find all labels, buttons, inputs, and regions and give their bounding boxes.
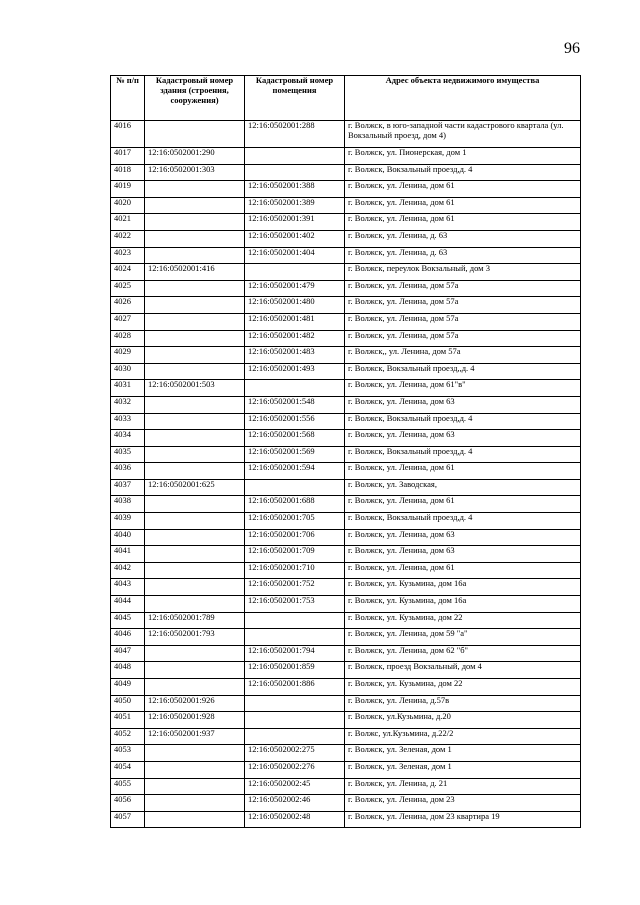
cell-building-number (145, 297, 245, 314)
cell-premises-number (245, 380, 345, 397)
cell-address: г. Волжск, Вокзальный проезд,д. 4 (345, 413, 581, 430)
cell-address: г. Волжск, ул. Ленина, д. 63 (345, 247, 581, 264)
cell-index: 4023 (111, 247, 145, 264)
cell-index: 4037 (111, 479, 145, 496)
table-row (111, 562, 581, 579)
cell-address: г. Волжск, ул. Ленина, дом 61 (345, 197, 581, 214)
cell-address: г. Волжск, ул. Ленина, дом 23 (345, 795, 581, 812)
cell-index: 4048 (111, 662, 145, 679)
cell-index: 4019 (111, 181, 145, 198)
cell-index: 4027 (111, 313, 145, 330)
table-row (111, 712, 581, 729)
cell-index: 4021 (111, 214, 145, 231)
cell-index: 4028 (111, 330, 145, 347)
header-building-number: Кадастровый номер здания (строения, сооружения) (145, 76, 245, 121)
cell-address: г. Волжск, ул. Ленина, дом 61 (345, 181, 581, 198)
cell-premises-number: 12:16:0502001:569 (245, 446, 345, 463)
table-row (111, 297, 581, 314)
table-row (111, 313, 581, 330)
cell-building-number (145, 679, 245, 696)
table-row (111, 330, 581, 347)
cell-address: г. Волжск, ул. Ленина, дом 57а (345, 297, 581, 314)
table-row (111, 695, 581, 712)
cell-premises-number (245, 148, 345, 165)
cell-building-number (145, 761, 245, 778)
table-row (111, 230, 581, 247)
cell-building-number (145, 645, 245, 662)
page-number: 96 (564, 40, 580, 57)
cell-building-number (145, 562, 245, 579)
cell-premises-number: 12:16:0502001:705 (245, 513, 345, 530)
cell-building-number: 12:16:0502001:290 (145, 148, 245, 165)
table-row (111, 546, 581, 563)
cell-building-number (145, 546, 245, 563)
cell-index: 4039 (111, 513, 145, 530)
cell-address: г. Волжск, ул.Кузьмина, д.20 (345, 712, 581, 729)
cell-building-number (145, 778, 245, 795)
cell-premises-number (245, 629, 345, 646)
cell-address: г. Волжск, ул. Заводская, (345, 479, 581, 496)
cell-index: 4024 (111, 264, 145, 281)
cell-building-number: 12:16:0502001:937 (145, 728, 245, 745)
cell-building-number: 12:16:0502001:303 (145, 164, 245, 181)
cell-premises-number: 12:16:0502001:688 (245, 496, 345, 513)
table-row (111, 446, 581, 463)
cell-premises-number: 12:16:0502001:710 (245, 562, 345, 579)
cell-premises-number: 12:16:0502001:709 (245, 546, 345, 563)
cell-index: 4052 (111, 728, 145, 745)
cell-address: г. Волжск, ул. Ленина, дом 57а (345, 280, 581, 297)
cell-address: г. Волжск, проезд Вокзальный, дом 4 (345, 662, 581, 679)
cell-address: г. Волжск, ул. Ленина, дом 63 (345, 546, 581, 563)
cell-premises-number: 12:16:0502001:404 (245, 247, 345, 264)
cell-building-number (145, 596, 245, 613)
cell-address: г. Волжск, ул. Ленина, дом 61 (345, 214, 581, 231)
cell-premises-number: 12:16:0502001:389 (245, 197, 345, 214)
cell-address: г. Волжск, Вокзальный проезд,д. 4 (345, 164, 581, 181)
cell-premises-number: 12:16:0502002:275 (245, 745, 345, 762)
table-row (111, 264, 581, 281)
cell-address: г. Волжск, ул. Ленина, д.57в (345, 695, 581, 712)
table-row (111, 413, 581, 430)
table-row (111, 811, 581, 828)
cell-premises-number: 12:16:0502001:288 (245, 121, 345, 148)
cell-building-number (145, 181, 245, 198)
cell-address: г. Волжск, ул. Ленина, дом 61 (345, 496, 581, 513)
cell-address: г. Волжск, переулок Вокзальный, дом 3 (345, 264, 581, 281)
cell-address: г. Волжск, ул. Ленина, д. 63 (345, 230, 581, 247)
cell-building-number: 12:16:0502001:793 (145, 629, 245, 646)
cell-index: 4049 (111, 679, 145, 696)
table-header-row (111, 76, 581, 121)
header-index: № п/п (111, 76, 145, 121)
cell-building-number (145, 330, 245, 347)
table-row (111, 430, 581, 447)
table-row (111, 148, 581, 165)
table-row (111, 513, 581, 530)
cell-building-number (145, 745, 245, 762)
cell-index: 4029 (111, 347, 145, 364)
cell-address: г. Волжск, ул. Ленина, дом 63 (345, 430, 581, 447)
table-row (111, 612, 581, 629)
cell-building-number (145, 121, 245, 148)
cell-index: 4042 (111, 562, 145, 579)
table-row (111, 164, 581, 181)
cell-building-number (145, 446, 245, 463)
cell-premises-number (245, 728, 345, 745)
cell-premises-number: 12:16:0502001:402 (245, 230, 345, 247)
cell-premises-number: 12:16:0502001:568 (245, 430, 345, 447)
cell-premises-number: 12:16:0502002:45 (245, 778, 345, 795)
cell-building-number (145, 413, 245, 430)
cell-address: г. Волжск,, ул. Ленина, дом 57а (345, 347, 581, 364)
cell-address: г. Волжск, ул. Кузьмина, дом 22 (345, 679, 581, 696)
cell-building-number: 12:16:0502001:416 (145, 264, 245, 281)
table-row (111, 380, 581, 397)
cell-premises-number: 12:16:0502001:479 (245, 280, 345, 297)
cell-address: г. Волжс, ул.Кузьмина, д.22/2 (345, 728, 581, 745)
cell-premises-number: 12:16:0502001:753 (245, 596, 345, 613)
cell-address: г. Волжск, ул. Ленина, дом 61 (345, 562, 581, 579)
cell-index: 4041 (111, 546, 145, 563)
cell-premises-number: 12:16:0502001:481 (245, 313, 345, 330)
cell-building-number (145, 230, 245, 247)
cell-address: г. Волжск, ул. Ленина, дом 61 (345, 463, 581, 480)
cell-premises-number: 12:16:0502002:46 (245, 795, 345, 812)
table-row (111, 181, 581, 198)
table-row (111, 280, 581, 297)
cell-address: г. Волжск, ул. Ленина, дом 62 "б" (345, 645, 581, 662)
table-row (111, 761, 581, 778)
cell-address: г. Волжск, ул. Кузьмина, дом 16а (345, 579, 581, 596)
cell-index: 4047 (111, 645, 145, 662)
cell-premises-number: 12:16:0502001:794 (245, 645, 345, 662)
cell-address: г. Волжск, ул. Пионерская, дом 1 (345, 148, 581, 165)
table-row (111, 795, 581, 812)
cell-premises-number (245, 612, 345, 629)
cell-index: 4036 (111, 463, 145, 480)
cell-premises-number: 12:16:0502001:493 (245, 363, 345, 380)
cell-address: г. Волжск, ул. Ленина, дом 57а (345, 313, 581, 330)
cell-address: г. Волжск, ул. Ленина, дом 57а (345, 330, 581, 347)
table-row (111, 197, 581, 214)
cell-index: 4054 (111, 761, 145, 778)
cell-address: г. Волжск, в юго-западной части кадастрового квартала (ул. Вокзальный проезд, дом 4) (345, 121, 581, 148)
table-row (111, 679, 581, 696)
cell-index: 4025 (111, 280, 145, 297)
cell-index: 4017 (111, 148, 145, 165)
cell-address: г. Волжск, ул. Ленина, дом 23 квартира 19 (345, 811, 581, 828)
cell-index: 4033 (111, 413, 145, 430)
cell-premises-number (245, 479, 345, 496)
cell-address: г. Волжск, ул. Зеленая, дом 1 (345, 745, 581, 762)
cell-address: г. Волжск, ул. Ленина, дом 63 (345, 529, 581, 546)
cell-building-number (145, 496, 245, 513)
cell-building-number: 12:16:0502001:625 (145, 479, 245, 496)
cell-index: 4035 (111, 446, 145, 463)
table-row (111, 479, 581, 496)
table-row (111, 596, 581, 613)
table-row (111, 529, 581, 546)
cell-index: 4020 (111, 197, 145, 214)
cell-index: 4018 (111, 164, 145, 181)
cell-premises-number (245, 712, 345, 729)
cell-address: г. Волжск, ул. Зеленая, дом 1 (345, 761, 581, 778)
cell-building-number: 12:16:0502001:503 (145, 380, 245, 397)
cell-index: 4040 (111, 529, 145, 546)
cell-index: 4056 (111, 795, 145, 812)
cell-address: г. Волжск, ул. Кузьмина, дом 16а (345, 596, 581, 613)
table-row (111, 662, 581, 679)
table-row (111, 579, 581, 596)
cell-building-number (145, 513, 245, 530)
cell-premises-number: 12:16:0502001:859 (245, 662, 345, 679)
cell-premises-number: 12:16:0502001:752 (245, 579, 345, 596)
cell-building-number (145, 347, 245, 364)
cell-building-number (145, 529, 245, 546)
header-premises-number: Кадастровый номер помещения (245, 76, 345, 121)
cell-premises-number: 12:16:0502001:548 (245, 396, 345, 413)
cell-building-number (145, 247, 245, 264)
cell-index: 4057 (111, 811, 145, 828)
cell-building-number: 12:16:0502001:789 (145, 612, 245, 629)
cell-premises-number: 12:16:0502001:388 (245, 181, 345, 198)
cell-premises-number: 12:16:0502002:276 (245, 761, 345, 778)
cell-building-number (145, 280, 245, 297)
cell-premises-number: 12:16:0502001:594 (245, 463, 345, 480)
table-row (111, 214, 581, 231)
table-row (111, 363, 581, 380)
table-row (111, 645, 581, 662)
cell-building-number (145, 662, 245, 679)
cell-address: г. Волжск, Вокзальный проезд,,д. 4 (345, 363, 581, 380)
cell-building-number (145, 795, 245, 812)
cell-building-number (145, 430, 245, 447)
cell-index: 4031 (111, 380, 145, 397)
cell-index: 4030 (111, 363, 145, 380)
table-row (111, 347, 581, 364)
cell-address: г. Волжск, Вокзальный проезд,д. 4 (345, 446, 581, 463)
cell-building-number (145, 313, 245, 330)
table-row (111, 247, 581, 264)
cell-index: 4026 (111, 297, 145, 314)
cell-premises-number: 12:16:0502001:480 (245, 297, 345, 314)
cell-index: 4016 (111, 121, 145, 148)
cell-index: 4044 (111, 596, 145, 613)
cell-building-number (145, 811, 245, 828)
cell-building-number (145, 214, 245, 231)
cell-address: г. Волжск, ул. Кузьмина, дом 22 (345, 612, 581, 629)
cell-building-number (145, 363, 245, 380)
cell-building-number (145, 396, 245, 413)
cell-index: 4032 (111, 396, 145, 413)
cell-building-number (145, 579, 245, 596)
cell-index: 4038 (111, 496, 145, 513)
cell-building-number: 12:16:0502001:928 (145, 712, 245, 729)
table-row (111, 778, 581, 795)
table-row (111, 629, 581, 646)
table-row (111, 496, 581, 513)
cell-building-number: 12:16:0502001:926 (145, 695, 245, 712)
property-table (110, 75, 581, 828)
table-row (111, 396, 581, 413)
cell-index: 4034 (111, 430, 145, 447)
cell-address: г. Волжск, Вокзальный проезд,д. 4 (345, 513, 581, 530)
cell-index: 4022 (111, 230, 145, 247)
cell-index: 4055 (111, 778, 145, 795)
cell-address: г. Волжск, ул. Ленина, д. 21 (345, 778, 581, 795)
cell-index: 4050 (111, 695, 145, 712)
cell-address: г. Волжск, ул. Ленина, дом 61"в" (345, 380, 581, 397)
cell-premises-number: 12:16:0502002:48 (245, 811, 345, 828)
cell-premises-number: 12:16:0502001:706 (245, 529, 345, 546)
cell-index: 4043 (111, 579, 145, 596)
cell-building-number (145, 463, 245, 480)
cell-premises-number: 12:16:0502001:556 (245, 413, 345, 430)
cell-premises-number: 12:16:0502001:886 (245, 679, 345, 696)
cell-premises-number: 12:16:0502001:482 (245, 330, 345, 347)
cell-premises-number: 12:16:0502001:391 (245, 214, 345, 231)
cell-premises-number: 12:16:0502001:483 (245, 347, 345, 364)
cell-address: г. Волжск, ул. Ленина, дом 63 (345, 396, 581, 413)
cell-premises-number (245, 264, 345, 281)
cell-building-number (145, 197, 245, 214)
cell-index: 4046 (111, 629, 145, 646)
cell-premises-number (245, 164, 345, 181)
cell-index: 4045 (111, 612, 145, 629)
table-row (111, 745, 581, 762)
table-row (111, 463, 581, 480)
header-address: Адрес объекта недвижимого имущества (345, 76, 581, 121)
cell-index: 4051 (111, 712, 145, 729)
cell-premises-number (245, 695, 345, 712)
cell-index: 4053 (111, 745, 145, 762)
table-row (111, 728, 581, 745)
table-row (111, 121, 581, 148)
cell-address: г. Волжск, ул. Ленина, дом 59 "а" (345, 629, 581, 646)
